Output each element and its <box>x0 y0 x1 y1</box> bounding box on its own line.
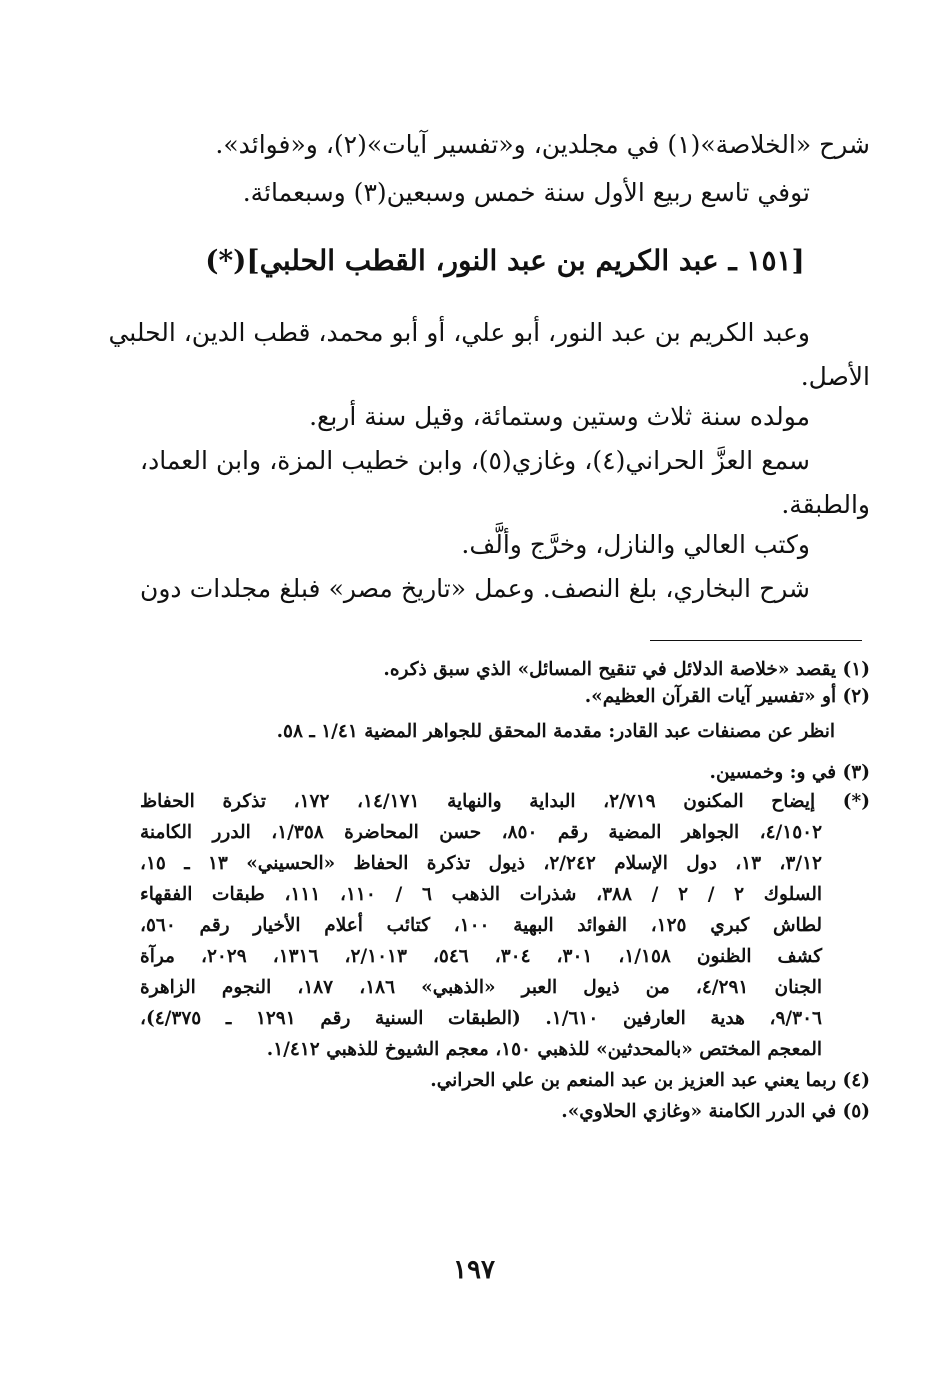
entry-heading: [١٥١ ـ عبد الكريم بن عبد النور، القطب الحلبي](*) <box>205 244 805 277</box>
footnotes <box>140 656 870 1127</box>
footnote-separator <box>650 640 862 641</box>
footnote: (٤) ربما يعني عبد العزيز بن عبد المنعم بن علي الحراني. <box>430 1070 870 1091</box>
footnote: (٢) أو «تفسير آيات القرآن العظيم». <box>584 686 870 707</box>
footnote-line: ٩/٣٠٦، هدية العارفين ١/٦١٠. (الطبقات السنية رقم ١٢٩١ ـ ٤/٣٧٥)، <box>140 1008 822 1029</box>
text-line: سمع العزَّ الحراني(٤)، وغازي(٥)، وابن خطيب المزة، وابن العماد، <box>140 446 810 475</box>
text-line: توفي تاسع ربيع الأول سنة خمس وسبعين(٣) وسبعمائة. <box>242 178 810 207</box>
text-line: والطبقة. <box>781 490 870 519</box>
footnote-line: المعجم المختص «بالمحدثين» للذهبي ١٥٠، معجم الشيوخ للذهبي ١/٤١٢. <box>266 1039 822 1060</box>
footnote: (١) يقصد «خلاصة الدلائل في تنقيح المسائل» الذي سبق ذكره. <box>383 659 870 680</box>
footnote-line: ٣/١٢، ١٣، دول الإسلام ٢/٢٤٢، ذيول تذكرة الحفاظ «الحسيني» ١٣ ـ ١٥، <box>140 853 822 874</box>
footnote: (٣) في و: وخمسين. <box>709 762 870 783</box>
footnote-line: الجنان ٤/٢٩١، من ذيول العبر «الذهبي» ١٨٦، ١٨٧، النجوم الزاهرة <box>140 977 823 998</box>
text-line: وعبد الكريم بن عبد النور، أبو علي، أو أبو محمد، قطب الدين، الحلبي <box>108 318 810 347</box>
text-line: شرح البخاري، بلغ النصف. وعمل «تاريخ مصر» فبلغ مجلدات دون <box>140 574 810 603</box>
text-line: شرح «الخلاصة»(١) في مجلدين، و«تفسير آيات»(٢)، و«فوائد». <box>215 130 870 159</box>
text-line: وكتب العالي والنازل، وخرَّج وألَّف. <box>461 530 810 559</box>
footnote-line: ٤/١٥٠٢، الجواهر المضية رقم ٨٥٠، حسن المحاضرة ١/٣٥٨، الدرر الكامنة <box>140 822 823 843</box>
footnote: (*) إيضاح المكنون ٢/٧١٩، البداية والنهاية ١٤/١٧١، ١٧٢، تذكرة الحفاظ <box>140 791 870 812</box>
text-line: مولده سنة ثلاث وستين وستمائة، وقيل سنة أربع. <box>309 402 810 431</box>
footnote-line: لطاش كبري ١٢٥، الفوائد البهية ١٠٠، كتائب أعلام الأخيار رقم ٥٦٠، <box>140 915 823 936</box>
text-line: الأصل. <box>800 362 870 391</box>
footnote-line: كشف الظنون ١/١٥٨، ٣٠١، ٣٠٤، ٥٤٦، ٢/١٠١٣، ١٣١٦، ٢٠٢٩، مرآة <box>140 946 823 967</box>
page-number: ١٩٧ <box>453 1255 495 1285</box>
footnote: انظر عن مصنفات عبد القادر: مقدمة المحقق للجواهر المضية ١/٤١ ـ ٥٨. <box>276 721 835 742</box>
footnote-line: السلوك ٢ / ٢ / ٣٨٨، شذرات الذهب ٦ / ١١٠، ١١١، طبقات الفقهاء <box>140 884 823 905</box>
footnote: (٥) في الدرر الكامنة «وغازي الحلاوي». <box>561 1101 870 1122</box>
